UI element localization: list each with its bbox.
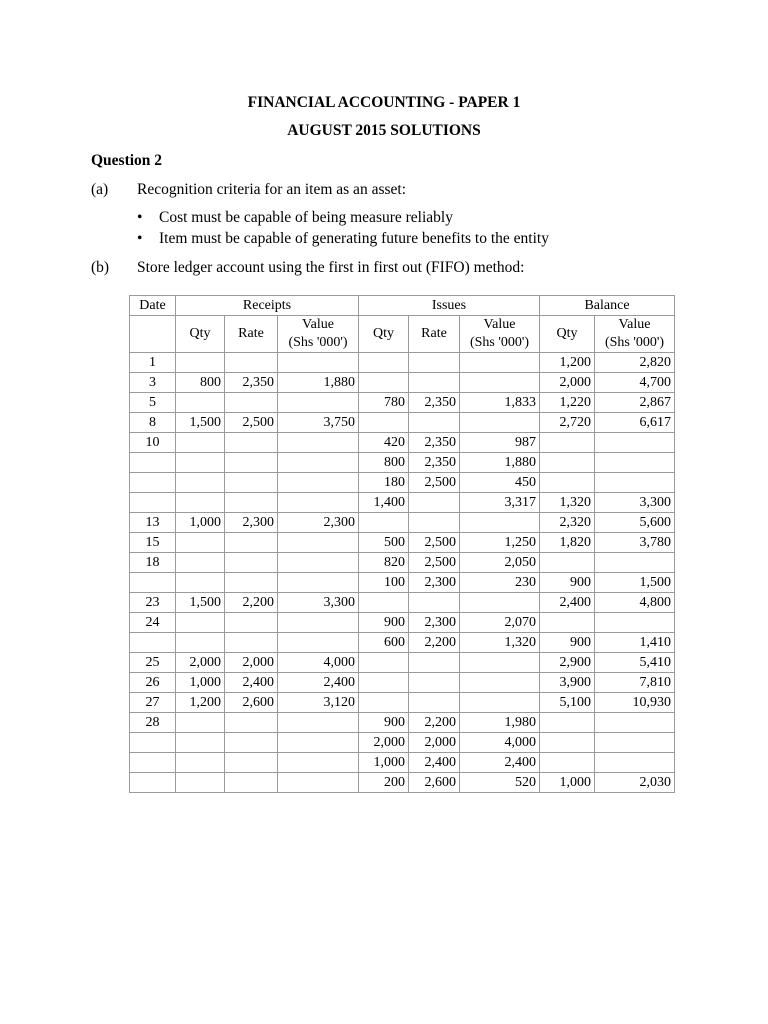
- header-rate: Rate: [409, 316, 460, 353]
- issue-qty-cell: 1,400: [359, 493, 409, 513]
- receipt-rate-cell: [225, 493, 278, 513]
- balance-value-cell: 1,410: [595, 633, 675, 653]
- balance-value-cell: [595, 713, 675, 733]
- part-a-label: (a): [91, 181, 109, 198]
- balance-qty-cell: 2,000: [540, 373, 595, 393]
- balance-value-cell: 1,500: [595, 573, 675, 593]
- issue-value-cell: 3,317: [460, 493, 540, 513]
- table-row: [130, 713, 675, 733]
- date-cell: 28: [130, 713, 176, 733]
- part-b-label: (b): [91, 259, 110, 276]
- receipt-value-cell: [278, 453, 359, 473]
- issue-value-cell: 4,000: [460, 733, 540, 753]
- part-b-text: Store ledger account using the first in first out (FIFO) method:: [137, 259, 525, 276]
- issue-rate-cell: 2,000: [409, 733, 460, 753]
- receipt-qty-cell: [176, 453, 225, 473]
- balance-qty-cell: 2,320: [540, 513, 595, 533]
- receipt-rate-cell: [225, 393, 278, 413]
- issue-value-cell: 230: [460, 573, 540, 593]
- table-row: [130, 573, 675, 593]
- receipt-rate-cell: [225, 533, 278, 553]
- receipt-rate-cell: 2,000: [225, 653, 278, 673]
- balance-value-cell: 4,700: [595, 373, 675, 393]
- receipt-value-cell: [278, 773, 359, 793]
- balance-qty-cell: 1,820: [540, 533, 595, 553]
- receipt-qty-cell: [176, 433, 225, 453]
- date-cell: [130, 493, 176, 513]
- issue-rate-cell: 2,350: [409, 453, 460, 473]
- receipt-qty-cell: [176, 353, 225, 373]
- receipt-qty-cell: [176, 493, 225, 513]
- date-cell: 10: [130, 433, 176, 453]
- receipt-qty-cell: 1,500: [176, 413, 225, 433]
- table-row: [130, 433, 675, 453]
- balance-qty-cell: [540, 753, 595, 773]
- receipt-value-cell: 3,120: [278, 693, 359, 713]
- receipt-value-cell: [278, 393, 359, 413]
- balance-value-cell: [595, 433, 675, 453]
- receipt-rate-cell: [225, 633, 278, 653]
- balance-value-cell: 7,810: [595, 673, 675, 693]
- date-cell: 27: [130, 693, 176, 713]
- receipt-rate-cell: 2,300: [225, 513, 278, 533]
- balance-qty-cell: 2,400: [540, 593, 595, 613]
- balance-qty-cell: 900: [540, 573, 595, 593]
- table-row: [130, 493, 675, 513]
- table-row: [130, 513, 675, 533]
- date-cell: [130, 573, 176, 593]
- issue-value-cell: 1,250: [460, 533, 540, 553]
- receipt-value-cell: 1,880: [278, 373, 359, 393]
- table-subheader-row: [130, 316, 675, 353]
- issue-rate-cell: [409, 593, 460, 613]
- issue-rate-cell: 2,500: [409, 533, 460, 553]
- question-heading: Question 2: [91, 152, 163, 169]
- balance-qty-cell: 1,220: [540, 393, 595, 413]
- receipt-rate-cell: [225, 473, 278, 493]
- receipt-rate-cell: 2,500: [225, 413, 278, 433]
- receipt-rate-cell: [225, 453, 278, 473]
- table-row: [130, 373, 675, 393]
- issue-value-cell: [460, 673, 540, 693]
- table-row: [130, 613, 675, 633]
- receipt-rate-cell: [225, 353, 278, 373]
- balance-value-cell: 5,600: [595, 513, 675, 533]
- issue-rate-cell: [409, 413, 460, 433]
- balance-value-cell: 4,800: [595, 593, 675, 613]
- date-cell: [130, 733, 176, 753]
- receipt-rate-cell: 2,600: [225, 693, 278, 713]
- balance-qty-cell: 5,100: [540, 693, 595, 713]
- receipt-qty-cell: 800: [176, 373, 225, 393]
- issue-qty-cell: [359, 513, 409, 533]
- document-title: FINANCIAL ACCOUNTING - PAPER 1: [247, 94, 521, 111]
- balance-qty-cell: [540, 713, 595, 733]
- issue-rate-cell: 2,300: [409, 613, 460, 633]
- issue-value-cell: 987: [460, 433, 540, 453]
- issue-qty-cell: [359, 653, 409, 673]
- date-cell: [130, 453, 176, 473]
- issue-value-cell: [460, 513, 540, 533]
- issue-rate-cell: 2,350: [409, 393, 460, 413]
- issue-value-cell: 1,833: [460, 393, 540, 413]
- issue-qty-cell: 600: [359, 633, 409, 653]
- store-ledger-table: [129, 295, 675, 793]
- issue-rate-cell: [409, 653, 460, 673]
- receipt-value-cell: 3,750: [278, 413, 359, 433]
- issue-qty-cell: [359, 693, 409, 713]
- document-subtitle: AUGUST 2015 SOLUTIONS: [287, 122, 481, 139]
- issue-qty-cell: 800: [359, 453, 409, 473]
- table-row: [130, 593, 675, 613]
- balance-value-cell: 2,820: [595, 353, 675, 373]
- table-row: [130, 753, 675, 773]
- issue-value-cell: 2,070: [460, 613, 540, 633]
- table-row: [130, 393, 675, 413]
- balance-qty-cell: [540, 553, 595, 573]
- issue-value-cell: 520: [460, 773, 540, 793]
- header-rate: Rate: [225, 316, 278, 353]
- receipt-value-cell: [278, 473, 359, 493]
- issue-value-cell: 1,320: [460, 633, 540, 653]
- balance-qty-cell: 1,320: [540, 493, 595, 513]
- balance-qty-cell: [540, 433, 595, 453]
- issue-value-cell: 1,880: [460, 453, 540, 473]
- issue-rate-cell: [409, 693, 460, 713]
- date-cell: [130, 633, 176, 653]
- part-a-text: Recognition criteria for an item as an asset:: [137, 181, 407, 198]
- table-row: [130, 413, 675, 433]
- receipt-qty-cell: [176, 573, 225, 593]
- issue-value-cell: [460, 693, 540, 713]
- receipt-qty-cell: [176, 733, 225, 753]
- receipt-value-cell: 4,000: [278, 653, 359, 673]
- balance-value-cell: 5,410: [595, 653, 675, 673]
- date-cell: 8: [130, 413, 176, 433]
- issue-value-cell: [460, 373, 540, 393]
- issue-qty-cell: 100: [359, 573, 409, 593]
- receipt-rate-cell: [225, 713, 278, 733]
- issue-qty-cell: 900: [359, 713, 409, 733]
- bullet-text: Cost must be capable of being measure reliably: [159, 209, 453, 226]
- date-cell: 23: [130, 593, 176, 613]
- issue-rate-cell: [409, 493, 460, 513]
- table-row: [130, 533, 675, 553]
- issue-qty-cell: [359, 593, 409, 613]
- table-row: [130, 773, 675, 793]
- issue-qty-cell: 900: [359, 613, 409, 633]
- header-date: Date: [130, 296, 176, 316]
- balance-value-cell: [595, 613, 675, 633]
- balance-qty-cell: [540, 473, 595, 493]
- receipt-rate-cell: [225, 553, 278, 573]
- issue-qty-cell: 780: [359, 393, 409, 413]
- header-value: [278, 316, 359, 353]
- table-row: [130, 733, 675, 753]
- balance-qty-cell: [540, 453, 595, 473]
- issue-value-cell: 2,050: [460, 553, 540, 573]
- receipt-rate-cell: [225, 573, 278, 593]
- receipt-value-cell: [278, 733, 359, 753]
- balance-value-cell: [595, 473, 675, 493]
- header-qty: Qty: [359, 316, 409, 353]
- receipt-value-cell: [278, 553, 359, 573]
- balance-qty-cell: 3,900: [540, 673, 595, 693]
- table-row: [130, 633, 675, 653]
- receipt-qty-cell: [176, 613, 225, 633]
- bullet-icon: •: [137, 230, 143, 247]
- balance-value-cell: [595, 553, 675, 573]
- balance-value-cell: 3,300: [595, 493, 675, 513]
- balance-value-cell: 2,867: [595, 393, 675, 413]
- issue-rate-cell: [409, 373, 460, 393]
- receipt-rate-cell: [225, 613, 278, 633]
- receipt-value-cell: [278, 433, 359, 453]
- issue-qty-cell: 820: [359, 553, 409, 573]
- issue-rate-cell: [409, 673, 460, 693]
- issue-rate-cell: 2,500: [409, 473, 460, 493]
- issue-qty-cell: 500: [359, 533, 409, 553]
- date-cell: 5: [130, 393, 176, 413]
- balance-qty-cell: [540, 733, 595, 753]
- issue-rate-cell: 2,350: [409, 433, 460, 453]
- date-cell: 24: [130, 613, 176, 633]
- balance-value-cell: [595, 733, 675, 753]
- issue-value-cell: [460, 353, 540, 373]
- receipt-qty-cell: [176, 553, 225, 573]
- table-row: [130, 453, 675, 473]
- issue-value-cell: [460, 413, 540, 433]
- date-cell: [130, 753, 176, 773]
- issue-value-cell: 450: [460, 473, 540, 493]
- receipt-rate-cell: 2,400: [225, 673, 278, 693]
- date-cell: 13: [130, 513, 176, 533]
- date-cell: 18: [130, 553, 176, 573]
- balance-qty-cell: 2,720: [540, 413, 595, 433]
- balance-value-cell: 3,780: [595, 533, 675, 553]
- receipt-qty-cell: 1,500: [176, 593, 225, 613]
- header-value-line2: (Shs '000'): [288, 335, 348, 350]
- issue-rate-cell: 2,600: [409, 773, 460, 793]
- receipt-value-cell: [278, 493, 359, 513]
- header-value: [460, 316, 540, 353]
- receipt-rate-cell: [225, 433, 278, 453]
- table-row: [130, 473, 675, 493]
- receipt-value-cell: 2,300: [278, 513, 359, 533]
- receipt-value-cell: 3,300: [278, 593, 359, 613]
- balance-qty-cell: 900: [540, 633, 595, 653]
- header-receipts: Receipts: [176, 296, 359, 316]
- issue-rate-cell: 2,400: [409, 753, 460, 773]
- receipt-rate-cell: 2,200: [225, 593, 278, 613]
- date-cell: [130, 473, 176, 493]
- issue-rate-cell: [409, 353, 460, 373]
- header-value-line1: Value: [302, 317, 334, 332]
- issue-qty-cell: 1,000: [359, 753, 409, 773]
- balance-qty-cell: 1,200: [540, 353, 595, 373]
- header-issues: Issues: [359, 296, 540, 316]
- receipt-qty-cell: [176, 773, 225, 793]
- receipt-qty-cell: [176, 533, 225, 553]
- issue-value-cell: 2,400: [460, 753, 540, 773]
- header-balance: Balance: [540, 296, 675, 316]
- receipt-value-cell: [278, 753, 359, 773]
- header-value-line1: Value: [618, 317, 651, 332]
- date-cell: 25: [130, 653, 176, 673]
- header-qty: Qty: [176, 316, 225, 353]
- balance-qty-cell: [540, 613, 595, 633]
- table-row: [130, 553, 675, 573]
- header-value-line2: (Shs '000'): [469, 335, 530, 350]
- date-cell: 1: [130, 353, 176, 373]
- header-date-blank: [130, 316, 176, 353]
- issue-rate-cell: 2,200: [409, 713, 460, 733]
- issue-rate-cell: [409, 513, 460, 533]
- balance-value-cell: 2,030: [595, 773, 675, 793]
- issue-rate-cell: 2,500: [409, 553, 460, 573]
- receipt-qty-cell: 1,200: [176, 693, 225, 713]
- date-cell: 26: [130, 673, 176, 693]
- issue-qty-cell: 180: [359, 473, 409, 493]
- receipt-value-cell: [278, 353, 359, 373]
- balance-value-cell: [595, 453, 675, 473]
- balance-value-cell: 10,930: [595, 693, 675, 713]
- receipt-rate-cell: [225, 773, 278, 793]
- issue-qty-cell: 420: [359, 433, 409, 453]
- receipt-value-cell: [278, 573, 359, 593]
- receipt-qty-cell: 1,000: [176, 513, 225, 533]
- date-cell: 15: [130, 533, 176, 553]
- issue-qty-cell: [359, 353, 409, 373]
- balance-qty-cell: 1,000: [540, 773, 595, 793]
- receipt-value-cell: [278, 633, 359, 653]
- header-value-line2: (Shs '000'): [604, 335, 665, 350]
- receipt-rate-cell: 2,350: [225, 373, 278, 393]
- header-value: [595, 316, 675, 353]
- issue-qty-cell: [359, 673, 409, 693]
- issue-qty-cell: [359, 413, 409, 433]
- issue-value-cell: [460, 653, 540, 673]
- table-header-row: [130, 296, 675, 316]
- balance-qty-cell: 2,900: [540, 653, 595, 673]
- receipt-qty-cell: [176, 393, 225, 413]
- table-row: [130, 693, 675, 713]
- issue-value-cell: 1,980: [460, 713, 540, 733]
- table-row: [130, 353, 675, 373]
- issue-qty-cell: 2,000: [359, 733, 409, 753]
- receipt-value-cell: [278, 613, 359, 633]
- issue-rate-cell: 2,200: [409, 633, 460, 653]
- issue-qty-cell: 200: [359, 773, 409, 793]
- receipt-qty-cell: [176, 713, 225, 733]
- bullet-icon: •: [137, 209, 143, 226]
- bullet-text: Item must be capable of generating future benefits to the entity: [159, 230, 549, 247]
- balance-value-cell: [595, 753, 675, 773]
- receipt-qty-cell: [176, 633, 225, 653]
- date-cell: 3: [130, 373, 176, 393]
- receipt-value-cell: [278, 713, 359, 733]
- receipt-qty-cell: 2,000: [176, 653, 225, 673]
- header-value-line1: Value: [483, 317, 516, 332]
- receipt-value-cell: 2,400: [278, 673, 359, 693]
- receipt-qty-cell: [176, 473, 225, 493]
- table-row: [130, 653, 675, 673]
- issue-rate-cell: 2,300: [409, 573, 460, 593]
- receipt-qty-cell: [176, 753, 225, 773]
- balance-value-cell: 6,617: [595, 413, 675, 433]
- header-qty: Qty: [540, 316, 595, 353]
- receipt-qty-cell: 1,000: [176, 673, 225, 693]
- table-row: [130, 673, 675, 693]
- receipt-value-cell: [278, 533, 359, 553]
- issue-value-cell: [460, 593, 540, 613]
- date-cell: [130, 773, 176, 793]
- receipt-rate-cell: [225, 733, 278, 753]
- receipt-rate-cell: [225, 753, 278, 773]
- issue-qty-cell: [359, 373, 409, 393]
